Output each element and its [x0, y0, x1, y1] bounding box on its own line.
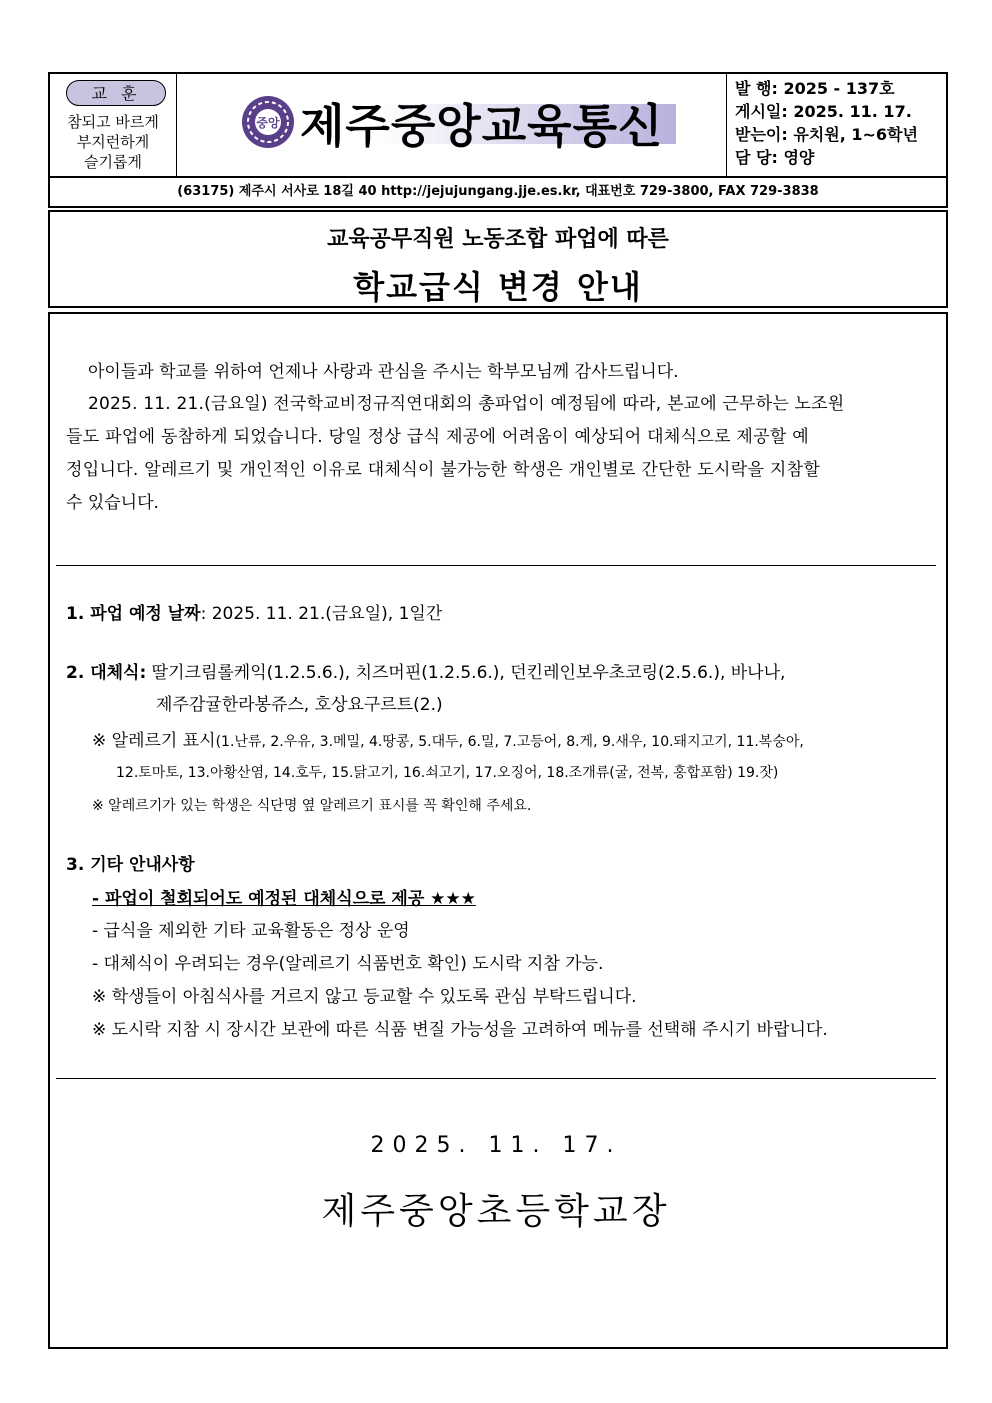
item-2-label: 2. 대체식:	[66, 663, 147, 683]
issue-date: 2025. 11. 17.	[370, 1133, 622, 1158]
intro-line-4: 정입니다. 알레르기 및 개인적인 이유로 대체식이 불가능한 학생은 개인별로 간단한 도시락을 지참할	[66, 460, 821, 480]
item-2-line-1: 딸기크림롤케익(1.2.5.6.), 치즈머핀(1.2.5.6.), 던킨레인보우초코링(2.5.6.), 바나나,	[146, 663, 786, 683]
department: 담 당: 영양	[735, 148, 815, 167]
item-3-line-2: - 급식을 제외한 기타 교육활동은 정상 운영	[92, 921, 410, 941]
motto-cell	[50, 74, 177, 176]
motto-line-1: 참되고 바르게	[67, 113, 159, 131]
item-3-label	[66, 852, 195, 878]
allergy-line-1: (1.난류, 2.우유, 3.메밀, 4.땅콩, 5.대두, 6.밀, 7.고등어, 8.게, 9.새우, 10.돼지고기, 11.복숭아,	[215, 734, 804, 750]
motto-line-3: 슬기롭게	[84, 153, 142, 171]
signer: 제주중앙초등학교장	[321, 1191, 671, 1232]
intro-line-5: 수 있습니다.	[66, 493, 159, 513]
item-3-line-3: - 대체식이 우려되는 경우(알레르기 식품번호 확인) 도시락 지참 가능.	[92, 954, 604, 974]
allergy-row-1	[92, 728, 804, 755]
newsletter-title: 제주중앙교육통신	[300, 99, 664, 153]
intro-line-3: 들도 파업에 동참하게 되었습니다. 당일 정상 급식 제공에 어려움이 예상되어 대체식으로 제공할 예	[66, 427, 810, 447]
allergy-note: ※ 알레르기가 있는 학생은 식단명 옆 알레르기 표시를 꼭 확인해 주세요.	[92, 798, 532, 814]
item-3-line-5: ※ 도시락 지참 시 장시간 보관에 따른 식품 변질 가능성을 고려하여 메뉴를 선택해 주시기 바랍니다.	[92, 1020, 828, 1040]
issue-info-cell	[726, 74, 947, 176]
item-1	[66, 601, 442, 627]
motto-badge: 교훈	[66, 80, 166, 106]
allergy-label: ※ 알레르기 표시	[92, 731, 216, 751]
divider-2	[56, 1078, 936, 1079]
intro-line-1: 아이들과 학교를 위하여 언제나 사랑과 관심을 주시는 학부모님께 감사드립니다.	[88, 362, 679, 382]
item-1-value: : 2025. 11. 21.(금요일), 1일간	[200, 604, 443, 624]
title-cell	[176, 74, 726, 176]
item-3-label-text: 3. 기타 안내사항	[66, 855, 195, 875]
item-3-line-4: ※ 학생들이 아침식사를 거르지 않고 등교할 수 있도록 관심 부탁드립니다.	[92, 987, 637, 1007]
intro-line-2: 2025. 11. 21.(금요일) 전국학교비정규직연대회의 총파업이 예정됨에 따라, 본교에 근무하는 노조원	[88, 394, 845, 414]
item-2-line-2: 제주감귤한라봉쥬스, 호상요구르트(2.)	[156, 695, 443, 715]
notice-subtitle: 교육공무직원 노동조합 파업에 따른	[327, 227, 669, 252]
allergy-line-2: 12.토마토, 13.아황산염, 14.호두, 15.닭고기, 16.쇠고기, 17.오징어, 18.조개류(굴, 전복, 홍합포함) 19.잣)	[116, 765, 779, 781]
divider-1	[56, 565, 936, 566]
motto-line-2: 부지런하게	[76, 133, 150, 151]
address-bar: (63175) 제주시 서사로 18길 40 http://jejujungang.jje.es.kr, 대표번호 729-3800, FAX 729-3838	[48, 176, 948, 208]
item-3-line-1: - 파업이 철회되어도 예정된 대체식으로 제공 ★★★	[92, 889, 476, 909]
recipients: 받는이: 유치원, 1~6학년	[735, 125, 918, 144]
school-logo-icon	[240, 94, 296, 150]
newsletter-header	[48, 72, 948, 178]
post-date: 게시일: 2025. 11. 17.	[735, 102, 912, 121]
notice-title: 학교급식 변경 안내	[353, 268, 643, 306]
logo-text: 중앙	[256, 116, 280, 130]
item-2	[66, 660, 785, 686]
notice-title-box	[48, 210, 948, 308]
item-1-label: 1. 파업 예정 날짜	[66, 604, 201, 624]
issue-number: 발 행: 2025 - 137호	[735, 79, 895, 98]
